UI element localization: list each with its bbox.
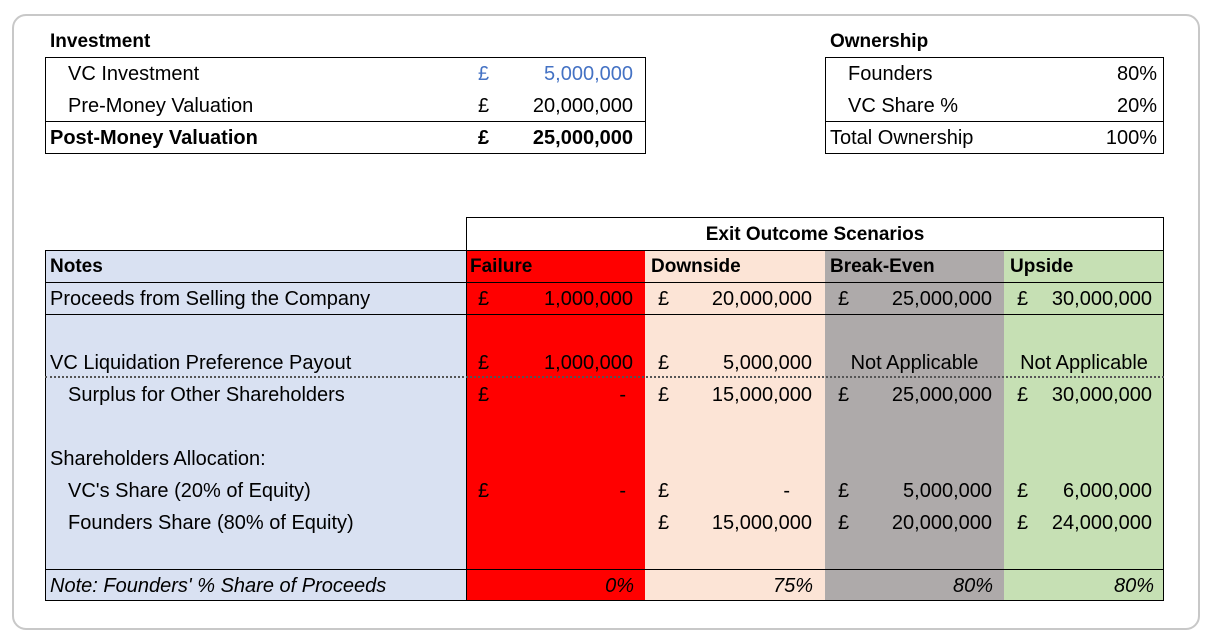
postmoney-value[interactable]: 25,000,000 — [532, 127, 633, 149]
currency-symbol: £ — [478, 480, 490, 502]
row-label-founders-share: Founders Share (80% of Equity) — [68, 512, 354, 534]
founders-percent[interactable]: 80% — [1116, 63, 1157, 85]
ownership-row-total — [825, 122, 1163, 154]
vc-investment-value[interactable]: 5,000,000 — [544, 63, 633, 85]
downside-vc-share[interactable]: - — [783, 480, 790, 502]
break-even-surplus[interactable]: 25,000,000 — [891, 384, 992, 406]
downside-founders-percent[interactable]: 75% — [772, 575, 813, 597]
scenarios-title: Exit Outcome Scenarios — [705, 224, 925, 245]
column-header-downside: Downside — [651, 256, 741, 277]
column-header-break-even: Break-Even — [830, 256, 935, 277]
currency-symbol: £ — [838, 512, 850, 534]
investment-row-postmoney — [45, 122, 645, 154]
upside-proceeds[interactable]: 30,000,000 — [1051, 288, 1152, 310]
currency-symbol: £ — [478, 288, 490, 310]
row-label: Pre-Money Valuation — [68, 95, 254, 117]
currency-symbol: £ — [658, 512, 670, 534]
row-label: Total Ownership — [830, 127, 974, 149]
column-header-failure: Failure — [470, 256, 533, 277]
row-label-vc-share: VC's Share (20% of Equity) — [68, 480, 311, 502]
ownership-title: Ownership — [830, 31, 929, 52]
row-label: Post-Money Valuation — [50, 127, 258, 149]
break-even-proceeds[interactable]: 25,000,000 — [891, 288, 992, 310]
downside-surplus[interactable]: 15,000,000 — [711, 384, 812, 406]
row-label-note: Note: Founders' % Share of Proceeds — [50, 575, 387, 597]
currency-symbol: £ — [658, 480, 670, 502]
currency-symbol: £ — [838, 480, 850, 502]
currency-symbol: £ — [478, 384, 490, 406]
currency-symbol: £ — [478, 127, 490, 149]
currency-symbol: £ — [478, 352, 490, 374]
row-label-surplus: Surplus for Other Shareholders — [68, 384, 345, 406]
downside-proceeds[interactable]: 20,000,000 — [711, 288, 812, 310]
currency-symbol: £ — [658, 384, 670, 406]
upside-liquidation[interactable]: Not Applicable — [1020, 352, 1148, 374]
break-even-founders-share[interactable]: 20,000,000 — [891, 512, 992, 534]
break-even-founders-percent[interactable]: 80% — [952, 575, 993, 597]
ownership-row-founders — [825, 58, 1163, 90]
row-label-proceeds: Proceeds from Selling the Company — [50, 288, 371, 310]
row-label: VC Investment — [68, 63, 200, 85]
upside-vc-share[interactable]: 6,000,000 — [1063, 480, 1152, 502]
currency-symbol: £ — [838, 288, 850, 310]
upside-founders-percent[interactable]: 80% — [1113, 575, 1154, 597]
row-label-allocation: Shareholders Allocation: — [50, 448, 266, 470]
currency-symbol: £ — [478, 95, 490, 117]
currency-symbol: £ — [478, 63, 490, 85]
row-label-liquidation: VC Liquidation Preference Payout — [50, 352, 352, 374]
investment-row-vc — [45, 58, 645, 90]
currency-symbol: £ — [1017, 384, 1029, 406]
currency-symbol: £ — [1017, 480, 1029, 502]
failure-liquidation[interactable]: 1,000,000 — [544, 352, 633, 374]
premoney-value[interactable]: 20,000,000 — [532, 95, 633, 117]
upside-founders-share[interactable]: 24,000,000 — [1051, 512, 1152, 534]
ownership-row-vc — [825, 90, 1163, 122]
downside-liquidation[interactable]: 5,000,000 — [723, 352, 812, 374]
downside-founders-share[interactable]: 15,000,000 — [711, 512, 812, 534]
currency-symbol: £ — [1017, 288, 1029, 310]
investment-title: Investment — [50, 31, 151, 52]
break-even-vc-share[interactable]: 5,000,000 — [903, 480, 992, 502]
failure-vc-share[interactable]: - — [619, 480, 626, 502]
notes-header: Notes — [50, 256, 103, 277]
investment-row-premoney — [45, 90, 645, 122]
row-label: VC Share % — [848, 95, 959, 117]
break-even-liquidation[interactable]: Not Applicable — [850, 352, 979, 374]
upside-surplus[interactable]: 30,000,000 — [1051, 384, 1152, 406]
row-label: Founders — [848, 63, 933, 85]
failure-surplus[interactable]: - — [619, 384, 626, 406]
total-ownership-percent[interactable]: 100% — [1105, 127, 1157, 149]
currency-symbol: £ — [838, 384, 850, 406]
failure-proceeds[interactable]: 1,000,000 — [544, 288, 633, 310]
column-header-upside: Upside — [1010, 256, 1074, 277]
divider — [45, 250, 46, 601]
divider — [45, 250, 1164, 251]
currency-symbol: £ — [1017, 512, 1029, 534]
failure-founders-percent[interactable]: 0% — [605, 575, 634, 597]
currency-symbol: £ — [658, 352, 670, 374]
vc-share-percent[interactable]: 20% — [1116, 95, 1157, 117]
currency-symbol: £ — [658, 288, 670, 310]
